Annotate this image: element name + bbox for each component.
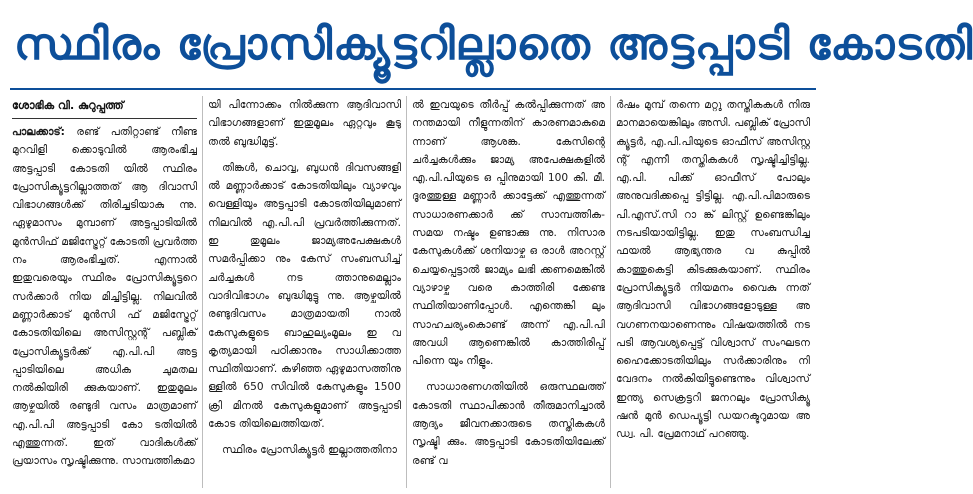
paragraph: ൽ ഇവയുടെ തീർപ്പ് കൽപ്പിക്കുന്നത് അ നന്തമായി നീളുന്നതിന് കാരണമാകുമെ ന്നാണ് ആശങ്ക. കേസിന്റെ ചർച്ചകൾക്കും ജാമ്യ അപേക്ഷകളിൽ എ.പി.പിയുടെ ഒ പ്പിനുമായി 100 കി. മീ. ദൂരത്തുള്ള മണ്ണാർ ക്കാട്ടേക്ക് എത്തുന്നത് സാധാരണക്കാർ ക്ക് സാമ്പത്തിക-സമയ നഷ്ടം ഉണ്ടാക്കു ന്നു. നിസാര കേസുകൾക്ക് ശനിയാഴ്ച ഒ രാൾ അറസ്റ്റ് ചെയ്യപ്പെട്ടാൽ ജാമ്യം ലഭി ക്കണമെങ്കിൽ വ്യാഴാഴ്ച വരെ കാത്തിരി ക്കേണ്ട സ്ഥിതിയാണിപ്പോൾ. എന്തെങ്കി ലും സാഹചര്യംകൊണ്ട് അന്ന് എ.പി.പി അവധി ആണെങ്കിൽ കാത്തിരിപ്പ് പിന്നെ യും നീളും. [412, 99, 605, 368]
article-column-1 [12, 96, 197, 488]
paragraph-text: രണ്ട് പതിറ്റാണ്ട് നീണ്ട മുറവിളി ക്കൊടുവിൽ ആരംഭിച്ച അട്ടപ്പാടി കോടതി യിൽ സ്ഥിരം പ്രോസിക്യൂട്ടറില്ലാത്തത് ആ ദിവാസി വിഭാഗങ്ങൾക്ക് തിരിച്ചടിയാകു ന്നു. ഏഴുമാസം മുമ്പാണ് അട്ടപ്പാടിയിൽ മുൻസിഫ് മജിസ്ട്രേറ്റ് കോടതി പ്രവർത്ത നം ആരംഭിച്ചത്. എന്നാൽ ഇതുവരെയും സ്ഥിരം പ്രോസിക്യൂട്ടറെ സർക്കാർ നിയ മിച്ചിട്ടില്ല. നിലവിൽ മണ്ണാർക്കാട് മുൻസി ഫ് മജിസ്ട്രേറ്റ് കോടതിയിലെ അസിസ്റ്റന്റ് പബ്ലിക് പ്രോസിക്യൂട്ടർക്ക് എ.പി.പി അട്ട പ്പാടിയിലെ അധിക ചുമതല നൽകിയിരി ക്കുകയാണ്. ഇതുമൂലം ആഴ്ചയിൽ രണ്ടുദി വസം മാത്രമാണ് എ.പി.പി അട്ടപ്പാടി കോ ടതിയിൽ എത്തുന്നത്. ഇത് വാദികൾക്ക് പ്രയാസം സൃഷ്ടിക്കുന്നു. സാമ്പത്തികമാ [12, 126, 197, 468]
article-column-4 [616, 96, 810, 488]
headline: സ്ഥിരം പ്രോസിക്യൂട്ടറില്ലാതെ അട്ടപ്പാടി കോടതി [14, 19, 973, 70]
column-divider [406, 96, 407, 488]
column-divider [610, 96, 611, 488]
paragraph: സ്ഥിരം പ്രോസിക്യൂട്ടർ ഇല്ലാത്തതിനാ [222, 444, 397, 457]
article-column-2 [208, 96, 401, 488]
paragraph [12, 123, 197, 471]
byline: ശോഭിക വി. കുറുപ്പത്ത് [12, 99, 124, 112]
column-divider [202, 96, 203, 488]
article-column-3 [412, 96, 605, 488]
dateline: പാലക്കാട്: [12, 126, 65, 138]
paragraph: സാധാരണഗതിയിൽ ഒരുസ്ഥലത്ത് കോടതി സ്ഥാപിക്കാൻ തീരുമാനിച്ചാൽ ആദ്യം ജീവനക്കാരുടെ തസ്തികകൾ സൃഷ്ടി ക്കും. അട്ടപ്പാടി കോടതിയിലേക്ക് രണ്ട് വ [412, 381, 605, 467]
paragraph: ർഷം മുമ്പ് തന്നെ മറ്റു തസ്തികകൾ നിരു മാനമായെങ്കിലും അസി. പബ്ലിക് പ്രോസി ക്യൂട്ടർ, എ.പി.പിയുടെ ഓഫീസ് അസിസ്റ്റ ന്റ് എന്നീ തസ്തികകൾ സൃഷ്ടിച്ചിട്ടില്ല. എ.പി. പിക്ക് ഓഫീസ് പോലും അനുവദിക്കപ്പെ ട്ടിട്ടില്ല. എ.പി.പിമാരുടെ പി.എസ്.സി റാ ങ്ക് ലിസ്റ്റ് ഉണ്ടെങ്കിലും നടപടിയായിട്ടില്ല. ഇതു സംബന്ധിച്ച ഫയൽ ആഭ്യന്തര വ കുപ്പിൽ കാത്തുകെട്ടി കിടക്കുകയാണ്. സ്ഥിരം പ്രോസിക്യൂട്ടർ നിയമനം വൈകു ന്നത് ആദിവാസി വിഭാഗങ്ങളോടുള്ള അ വഗണനയാണെന്നും വിഷയത്തിൽ നട പടി ആവശ്യപ്പെട്ട് വിശ്വാസ് സംഘടന ഹൈക്കോടതിയിലും സർക്കാരിനും നി വേദനം നൽകിയിട്ടുണ്ടെന്നും വിശ്വാസ് ഇന്ത്യ സെക്രട്ടറി ജനറലും പ്രോസിക്യൂ ഷൻ മുൻ ഡെപ്യൂട്ടി ഡയറക്ടറുമായ അ ഡ്വ. പി. പ്രേമനാഥ് പറഞ്ഞു. [616, 99, 810, 441]
headline-rule [10, 88, 816, 90]
paragraph: തിങ്കൾ, ചൊവ്വ, ബുധൻ ദിവസങ്ങളി ൽ മണ്ണാർക്കാട് കോടതിയിലും വ്യാഴവും വെള്ളിയും അട്ടപ്പാടി കോടതിയിലുമാണ് നിലവിൽ എ.പി.പി പ്രവർത്തിക്കുന്നത്. ഇ തുമൂലം ജാമ്യഅപേക്ഷകൾ സമർപ്പിക്കാ നും കേസ് സംബന്ധിച്ച് ചർച്ചകൾ നട ത്താനുമെല്ലാം വാദിവിഭാഗം ബുദ്ധിമുട്ടു ന്നു. ആഴ്ചയിൽ രണ്ടുദിവസം മാത്രമായതി നാൽ കേസുകളുടെ ബാഹുല്യംമൂലം ഇ വ കൃത്യമായി പഠിക്കാനും സാധിക്കാത്ത സ്ഥിതിയാണ്. കഴിഞ്ഞ ഏഴുമാസത്തിനു ള്ളിൽ 650 സിവിൽ കേസുകളും 1500 ക്രി മിനൽ കേസുകളുമാണ് അട്ടപ്പാടി കോട തിയിലെത്തിയത്. [208, 161, 401, 431]
paragraph: യി പിന്നോക്കം നിൽക്കുന്ന ആദിവാസി വിഭാഗങ്ങളാണ് ഇതുമൂലം ഏറ്റവും കൂടു തൽ ബുദ്ധിമുട്ട്. [208, 99, 401, 148]
byline-divider [12, 118, 197, 119]
